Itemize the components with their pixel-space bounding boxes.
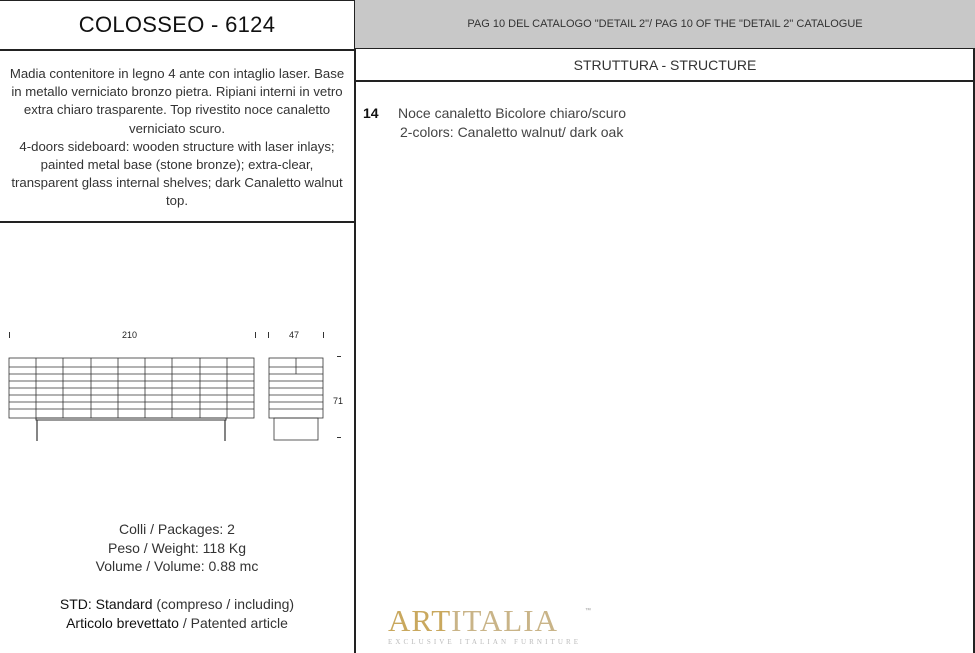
- material-name-english: 2-colors: Canaletto walnut/ dark oak: [400, 124, 624, 140]
- column-divider: [354, 0, 356, 653]
- structure-heading: STRUTTURA - STRUCTURE: [573, 57, 757, 73]
- product-title: COLOSSEO - 6124: [78, 12, 276, 37]
- structure-heading-border: [355, 80, 975, 82]
- trademark-icon: ™: [585, 608, 591, 614]
- logo-tagline: EXCLUSIVE ITALIAN FURNITURE: [388, 638, 582, 646]
- standard-line: [0, 595, 354, 614]
- volume-value: Volume / Volume: 0.88 mc: [95, 558, 259, 574]
- logo-wordmark: [388, 604, 588, 638]
- weight-value: Peso / Weight: 118 Kg: [107, 539, 246, 556]
- packages-count: Colli / Packages: 2: [119, 521, 235, 537]
- material-code: 14: [363, 105, 379, 121]
- description-bottom-border: [0, 221, 354, 223]
- standard-note: (compreso / including): [152, 596, 295, 612]
- depth-dimension-label: 47: [289, 330, 300, 340]
- product-description: [0, 51, 354, 221]
- description-english: 4-doors sideboard: wooden structure with laser inlays; painted metal base (stone bronze); extra-clear, transparent glass internal shelves; dark Canaletto walnut top.: [11, 138, 343, 209]
- catalog-bottom-border: [355, 48, 975, 49]
- sideboard-side-view: [269, 358, 323, 440]
- logo-word-art: ART: [388, 603, 452, 638]
- sideboard-drawing: [0, 320, 354, 450]
- shipping-specs: [0, 520, 354, 576]
- standard-label: STD: Standard: [59, 596, 153, 612]
- standard-info: [0, 595, 354, 632]
- width-dimension-label: 210: [122, 330, 138, 340]
- logo-word-italia: ITALIA: [451, 603, 558, 638]
- technical-drawing: [0, 320, 354, 450]
- sideboard-front-view: [9, 358, 254, 441]
- artitalia-logo: [388, 603, 591, 646]
- material-name-italian: Noce canaletto Bicolore chiaro/scuro: [398, 105, 627, 121]
- height-dimension-label: 71: [333, 396, 344, 406]
- patent-note: / Patented article: [178, 614, 288, 631]
- patent-label: Articolo brevettato: [66, 614, 179, 631]
- patent-line: [0, 614, 354, 633]
- description-italian: Madia contenitore in legno 4 ante con intaglio laser. Base in metallo verniciato bronzo pietra. Ripiani interni in vetro extra chiaro trasparente. Top rivestito noce canaletto verniciato scuro.: [9, 66, 345, 136]
- catalog-reference: PAG 10 DEL CATALOGO "DETAIL 2"/ PAG 10 OF THE "DETAIL 2" CATALOGUE: [355, 0, 975, 48]
